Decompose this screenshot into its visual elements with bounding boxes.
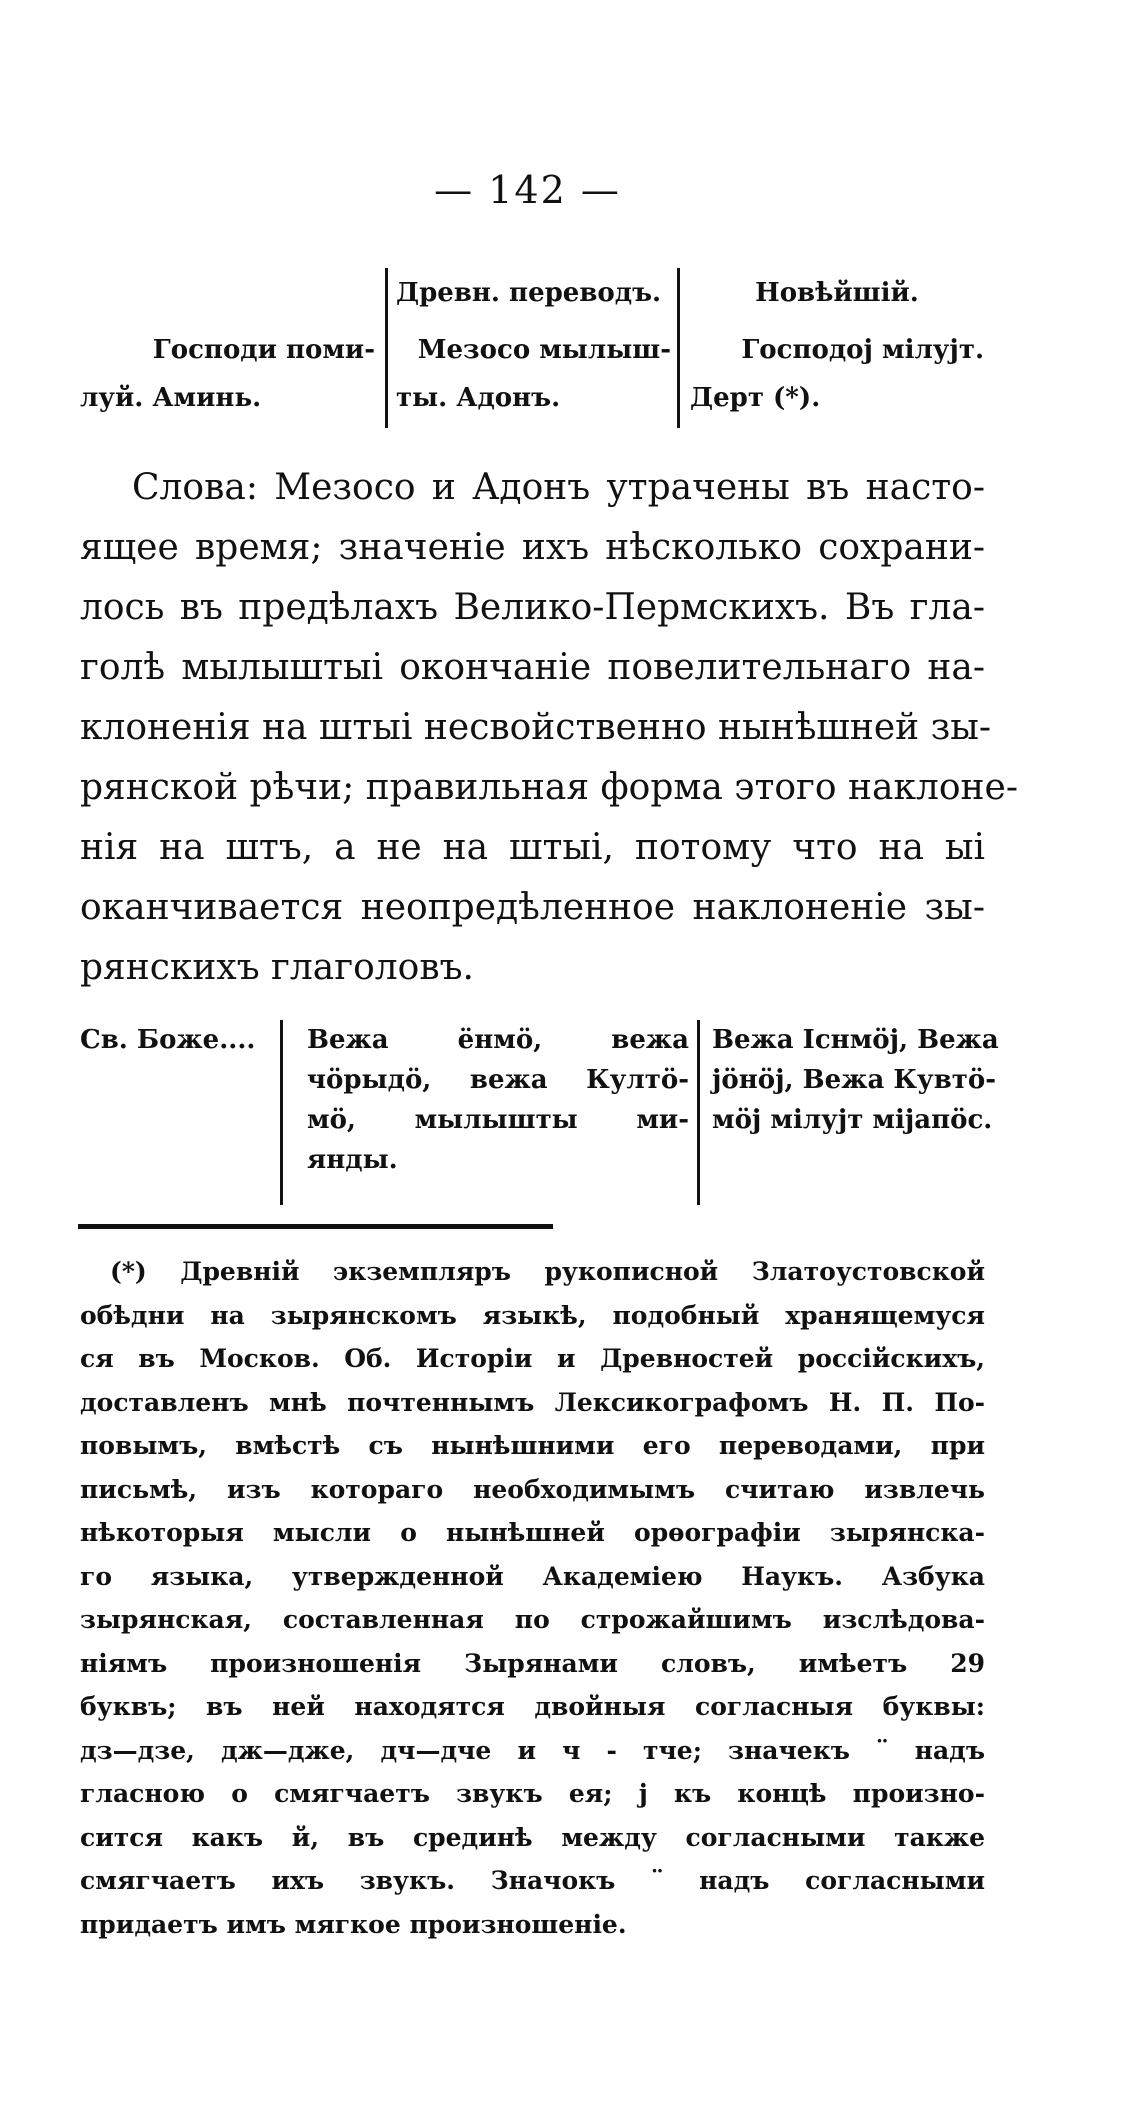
cell-line: Мезосо мылыш-	[417, 335, 671, 365]
footnote-line: смягчаетъ ихъ звукъ. Значокъ ¨ надъ согласными	[80, 1866, 985, 1895]
translation-table	[80, 268, 984, 428]
footnote-line: ніямъ произношенія Зырянами словъ, имѣетъ 29	[80, 1648, 985, 1678]
cell-line: Вежа ёнмö, вежа	[307, 1025, 689, 1055]
footnote-divider	[78, 1224, 553, 1229]
main-paragraph	[80, 458, 1018, 998]
table2-column-ancient	[280, 1020, 700, 1205]
footnote-line: го языка, утвержденной Академіею Наукъ. Азбука	[80, 1561, 985, 1591]
paragraph-line: рянскихъ глаголовъ.	[80, 947, 474, 988]
column-body	[690, 326, 984, 422]
cell-line: луй. Аминь.	[80, 383, 262, 413]
cell-line: чöрыдö, вежа Култö-	[307, 1065, 689, 1095]
footnote-line: обѣдни на зырянскомъ языкѣ, подобный хранящемуся	[80, 1300, 985, 1330]
column-header: Древн. переводъ.	[396, 278, 662, 308]
table2-column-newest	[706, 1020, 999, 1140]
page-number: — 142 —	[434, 168, 621, 212]
cell-line: јöнöј, Вежа Кувтö-	[712, 1065, 996, 1095]
footnote-line: гласною о смягчаетъ звукъ ея; ј къ концѣ произно-	[80, 1779, 985, 1808]
footnote-line: зырянская, составленная по строжайшимъ изслѣдова-	[80, 1605, 985, 1634]
column-body	[396, 326, 677, 422]
cell-line: янды.	[307, 1145, 398, 1175]
paragraph-line: Слова: Мезосо и Адонъ утрачены въ насто-	[132, 467, 985, 508]
column-header	[80, 268, 375, 318]
table-column-original	[80, 268, 375, 428]
footnote-line: придаетъ имъ мягкое произношеніе.	[80, 1909, 627, 1939]
table-column-ancient	[385, 268, 680, 428]
table2-column-original	[80, 1020, 270, 1060]
footnote-line: письмѣ, изъ котораго необходимымъ считаю извлечь	[80, 1474, 985, 1504]
paragraph-line: нія на штъ, а не на штыі, потому что на ыі	[80, 827, 985, 868]
paragraph-line: лось въ предѣлахъ Велико-Пермскихъ. Въ гла-	[80, 587, 985, 628]
column-header: Новѣйшій.	[755, 278, 919, 308]
footnote-line: повымъ, вмѣстѣ съ нынѣшними его переводами, при	[80, 1431, 985, 1460]
translation-table-2	[80, 1020, 999, 1205]
cell-line: ты. Адонъ.	[396, 383, 561, 413]
cell-line: мö, мылышты ми-	[307, 1105, 689, 1135]
paragraph-line: голѣ мылыштыі окончаніе повелительнаго на-	[80, 647, 985, 688]
cell-line: Св. Боже....	[80, 1025, 256, 1055]
paragraph-line: рянской рѣчи; правильная форма этого наклоне-	[80, 767, 1018, 808]
footnote-line: доставленъ мнѣ почтеннымъ Лексикографомъ Н. П. По-	[80, 1387, 985, 1417]
footnote-line: нѣкоторыя мысли о нынѣшней орѳографіи зырянска-	[80, 1518, 985, 1547]
footnote-line: дз—дзе, дж—дже, дч—дче и ч - тче; значекъ ¨ надъ	[80, 1735, 985, 1765]
cell-line: мöј мілујт міјапöс.	[712, 1105, 993, 1135]
footnote-line: (*) Древній экземпляръ рукописной Златоустовской	[110, 1257, 985, 1286]
cell-line: Господој мілујт.	[741, 335, 984, 365]
column-body	[80, 326, 375, 422]
paragraph-line: клоненія на штыі несвойственно нынѣшней зы-	[80, 707, 992, 748]
cell-line: Господи поми-	[152, 335, 375, 365]
paragraph-line: ящее время; значеніе ихъ нѣсколько сохрани-	[80, 527, 985, 568]
paragraph-line: оканчивается неопредѣленное наклоненіе зы-	[80, 887, 985, 928]
footnote	[80, 1250, 985, 1946]
cell-line: Вежа Існмöј, Вежа	[712, 1025, 999, 1055]
cell-line: Дерт (*).	[690, 383, 821, 413]
footnote-line: сится какъ й, въ срединѣ между согласными также	[80, 1822, 985, 1852]
footnote-line: ся въ Москов. Об. Исторіи и Древностей россійскихъ,	[80, 1344, 985, 1373]
footnote-line: буквъ; въ ней находятся двойныя согласныя буквы:	[80, 1692, 985, 1721]
table-column-newest	[684, 268, 984, 428]
